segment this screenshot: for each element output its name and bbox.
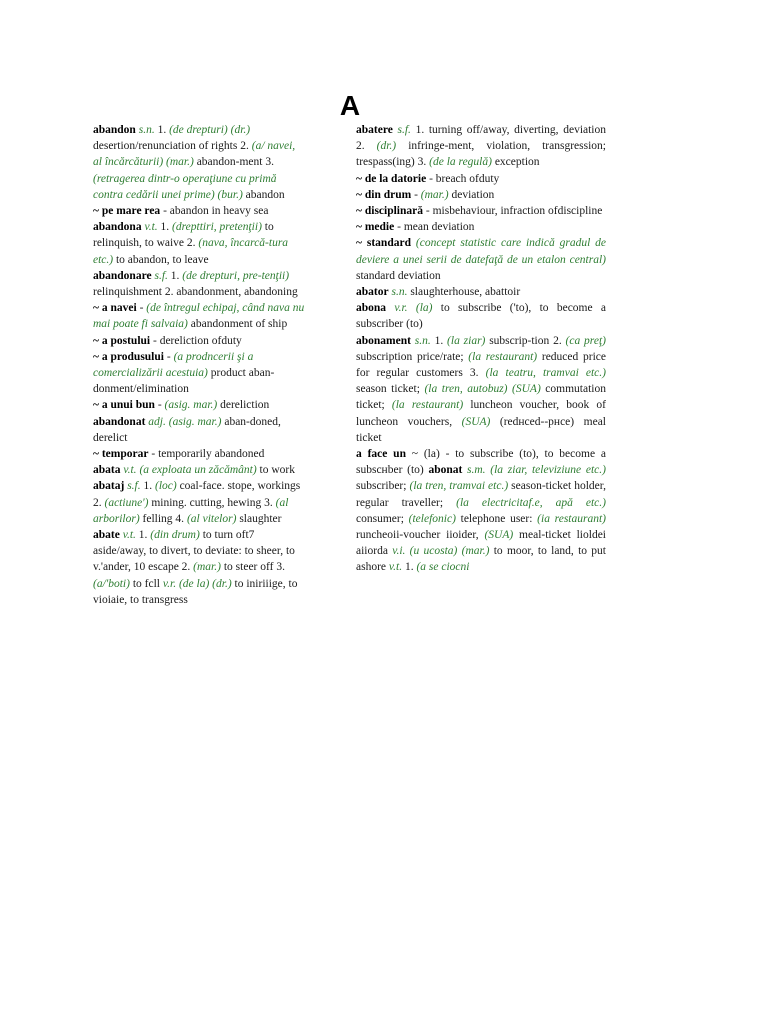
entry-annotation: (loc)	[154, 480, 177, 493]
entry-annotation: (a se ciocni	[416, 561, 470, 574]
entry-text: 1. turning off/away, diverting, deviation 2.	[356, 124, 607, 153]
entry-headword: a face un	[356, 448, 406, 461]
entry-annotation: s.f.	[124, 480, 144, 493]
entry-headword: ~ din drum	[356, 188, 412, 201]
entry-text: aban-doned, derelict	[93, 415, 281, 444]
entry-annotation: (concept statistic care indică gradul de deviere a unei serii de datefaţă de un etalon central)	[356, 237, 607, 266]
entry-annotation: v.i. (u ucosta) (mar.)	[392, 545, 490, 558]
entry-annotation: v.t.	[120, 464, 140, 477]
entry-headword: ~ standard	[356, 237, 411, 250]
entry-text: coal-face. stope, workings 2.	[93, 480, 301, 509]
page-letter-heading: A	[339, 90, 361, 121]
entry-text: -	[163, 350, 174, 363]
entry-annotation: (mar.)	[193, 561, 221, 574]
entry-text: 1.	[170, 269, 183, 282]
entry-text: 1.	[143, 480, 155, 493]
entry-annotation: (nava, încarcă-tura etc.)	[93, 237, 289, 266]
entry-annotation: (a/ navei, al încărcăturii) (mar.)	[93, 140, 296, 169]
entry-annotation: (la tren, tramvai etc.)	[409, 480, 509, 493]
entry-annotation: s.m.	[462, 464, 491, 477]
entry-headword: abandonare	[93, 269, 152, 282]
right-column	[356, 122, 606, 576]
entry-annotation: (al vitelor)	[186, 512, 237, 525]
entry-text: consumer;	[356, 512, 409, 525]
entry-headword: ~ a produsului	[93, 350, 164, 363]
entry-annotation: (al arborilor)	[93, 496, 289, 525]
entry-headword: abandona	[93, 221, 142, 234]
entry-headword: ~ de la datorie	[356, 172, 427, 185]
entry-text: to subscribe ('to), to become a subscriber (to)	[356, 302, 606, 331]
dictionary-entry	[356, 171, 606, 187]
entry-annotation: (la restaurant)	[391, 399, 464, 412]
entry-annotation: v.r.	[386, 302, 416, 315]
entry-annotation: (retragerea dintr-o operaţiune cu primă contra cedării unei prime) (bur.)	[93, 172, 277, 201]
dictionary-entry	[93, 203, 305, 219]
entry-annotation: s.n.	[410, 334, 435, 347]
entry-text: mining. cutting, hewing 3.	[148, 496, 276, 509]
entry-text: season-ticket holder, regular traveller;	[356, 480, 607, 509]
entry-annotation: (SUA)	[461, 415, 491, 428]
entry-annotation: v.t.	[119, 529, 139, 542]
entry-headword: ~ medie	[356, 221, 395, 234]
entry-text: ~ (la) - to subscribe (to), to become a subscнber (to)	[356, 448, 606, 477]
entry-text: -	[136, 302, 147, 315]
entry-text: infringe-ment, violation, transgression; trespass(ing) 3.	[356, 140, 606, 169]
entry-headword: abataj	[93, 480, 125, 493]
entry-text: -	[154, 399, 165, 412]
entry-annotation: (de drepturi, pre-tenţii)	[182, 269, 290, 282]
entry-annotation: (drepttiri, pretenţii)	[172, 221, 262, 234]
entry-text: felling 4.	[139, 512, 187, 525]
entry-text: reduced price for regular customers 3.	[356, 350, 606, 380]
entry-annotation: (la teatru, tramvai etc.)	[485, 367, 606, 380]
entry-annotation: (la restaurant)	[468, 350, 538, 363]
dictionary-entry	[93, 268, 305, 300]
entry-annotation: (SUA)	[484, 529, 514, 542]
entry-text: commutation ticket;	[356, 383, 606, 412]
entry-annotation: s.n.	[135, 124, 158, 136]
entry-headword: abator	[356, 286, 389, 299]
dictionary-entry	[356, 235, 606, 284]
entry-text: meal-ticket lioldei aiiorda	[356, 529, 606, 558]
entry-headword: abandonat	[93, 415, 146, 428]
entry-text: exception	[491, 156, 540, 169]
entry-annotation: (telefonic)	[408, 512, 456, 525]
left-column	[93, 122, 305, 608]
entry-text: abandon-ment 3.	[193, 156, 274, 169]
entry-text: 1.	[160, 221, 173, 234]
entry-text: - breach ofduty	[426, 172, 500, 185]
entry-text: to fcll	[129, 577, 163, 590]
dictionary-entry	[93, 333, 305, 349]
entry-headword: abatere	[356, 124, 393, 136]
entry-annotation: (actiune')	[104, 496, 149, 509]
entry-annotation: s.f.	[392, 124, 416, 136]
entry-text: abandon	[242, 188, 285, 201]
entry-annotation: (a/'boti)	[93, 577, 130, 590]
entry-text: subscrip-tion 2.	[485, 334, 566, 347]
entry-headword: ~ a unui bun	[93, 399, 155, 412]
entry-text: to moor, to land, to put ashore	[356, 545, 606, 574]
entry-text: 1.	[404, 561, 417, 574]
entry-annotation: v.r. (de la) (dr.)	[162, 577, 232, 590]
dictionary-entry	[93, 446, 305, 462]
entry-text: desertion/renunciation of rights 2.	[93, 140, 252, 153]
entry-annotation: (din drum)	[150, 529, 200, 542]
entry-text: to relinquish, to waive 2.	[93, 221, 274, 250]
entry-annotation: (asig. mar.)	[168, 415, 222, 428]
entry-headword: abata	[93, 464, 121, 477]
dictionary-entry	[93, 478, 305, 527]
dictionary-entry	[356, 187, 606, 203]
entry-annotation: (de întregul echipaj, când nava nu mai poate fi salvaia)	[93, 302, 305, 331]
entry-text: - misbehaviour, infraction ofdiscipline	[423, 205, 603, 218]
entry-annotation: (asig. mar.)	[164, 399, 218, 412]
dictionary-entry	[93, 219, 305, 268]
entry-annotation: (ia restaurant)	[537, 512, 607, 525]
entry-annotation: (a exploata un zăcământ)	[139, 464, 257, 477]
entry-text: slaughterhouse, abattoir	[410, 286, 521, 299]
entry-annotation: (la tren, autobuz) (SUA)	[424, 383, 541, 396]
dictionary-entry	[356, 203, 606, 219]
entry-headword: ~ disciplinară	[356, 205, 424, 218]
entry-text: relinquishment 2. abandonment, abandoning	[93, 286, 298, 299]
entry-annotation: s.n.	[388, 286, 411, 299]
dictionary-entry	[356, 122, 606, 171]
entry-annotation: (la)	[415, 302, 433, 315]
entry-annotation: (a prodncerii şi a comercializării acestuia)	[93, 350, 254, 380]
entry-text: slaughter	[236, 512, 282, 525]
entry-headword: ~ a postului	[93, 334, 151, 347]
entry-text: to work	[256, 464, 295, 477]
entry-annotation: adj.	[145, 415, 169, 428]
entry-headword: abonament	[356, 334, 411, 347]
entry-text: season ticket;	[356, 383, 425, 396]
entry-annotation: (la ziar)	[447, 334, 486, 347]
dictionary-entry	[356, 300, 606, 332]
entry-annotation: v.t.	[388, 561, 405, 574]
entry-text: standard deviation	[356, 269, 441, 282]
entry-text: 1.	[157, 124, 170, 136]
entry-headword: ~ temporar	[93, 448, 149, 461]
dictionary-entry	[93, 462, 305, 478]
entry-headword: ~ pe mare rea	[93, 205, 161, 218]
dictionary-entry	[93, 397, 305, 413]
entry-text: abandonment of ship	[187, 318, 288, 331]
dictionary-entry	[93, 527, 305, 608]
entry-text: telephone user:	[455, 512, 538, 525]
entry-text: - abandon in heavy sea	[160, 205, 269, 218]
entry-annotation: s.f.	[151, 269, 171, 282]
entry-headword: abonat	[428, 464, 463, 477]
entry-text: 1.	[434, 334, 448, 347]
entry-annotation: v.t.	[141, 221, 161, 234]
dictionary-entry	[356, 333, 606, 446]
entry-text: 1.	[138, 529, 151, 542]
entry-annotation: (de la regulă)	[429, 156, 492, 169]
entry-text: - temporarily abandoned	[148, 448, 265, 461]
entry-text: dereliction	[217, 399, 270, 412]
entry-text: subscription price/rate;	[356, 350, 469, 363]
entry-headword: abate	[93, 529, 120, 542]
entry-text: - mean deviation	[394, 221, 475, 234]
entry-text: luncheon voucher, book of luncheon vouchers,	[356, 399, 606, 428]
entry-text: subscriber;	[356, 480, 410, 493]
entry-text: deviation	[448, 188, 495, 201]
entry-text: to abandon, to leave	[113, 253, 209, 266]
dictionary-entry	[93, 300, 305, 332]
entry-annotation: (de drepturi) (dr.)	[169, 124, 251, 136]
dictionary-entry	[93, 414, 305, 446]
entry-text: -	[411, 188, 421, 201]
entry-text: (redнced--pнce) meal ticket	[356, 415, 606, 444]
entry-headword: abona	[356, 302, 387, 315]
dictionary-entry	[356, 284, 606, 300]
entry-text: to steer off 3.	[220, 561, 285, 574]
entry-headword: abandon	[93, 124, 136, 136]
entry-annotation: (dr.)	[376, 140, 397, 153]
dictionary-entry	[93, 122, 305, 203]
entry-annotation: (ca preţ)	[565, 334, 606, 347]
entry-text: runcheoii-voucher iioider,	[356, 529, 485, 542]
dictionary-entry	[356, 446, 606, 576]
entry-text: to iniriiige, to vioiaie, to transgress	[93, 577, 298, 606]
entry-text: product aban-donment/elimination	[93, 367, 275, 396]
entry-headword: ~ a navei	[93, 302, 137, 315]
dictionary-entry	[93, 349, 305, 398]
entry-annotation: (la ziar, televiziune etc.)	[490, 464, 606, 477]
entry-annotation: (la electricitaf.e, apă etc.)	[456, 496, 606, 509]
dictionary-entry	[356, 219, 606, 235]
entry-text: - dereliction ofduty	[150, 334, 242, 347]
entry-text: to turn oft7 aside/away, to divert, to deviate: to sheer, to v.'ander, 10 escape 2.	[93, 529, 295, 574]
entry-annotation: (mar.)	[420, 188, 449, 201]
